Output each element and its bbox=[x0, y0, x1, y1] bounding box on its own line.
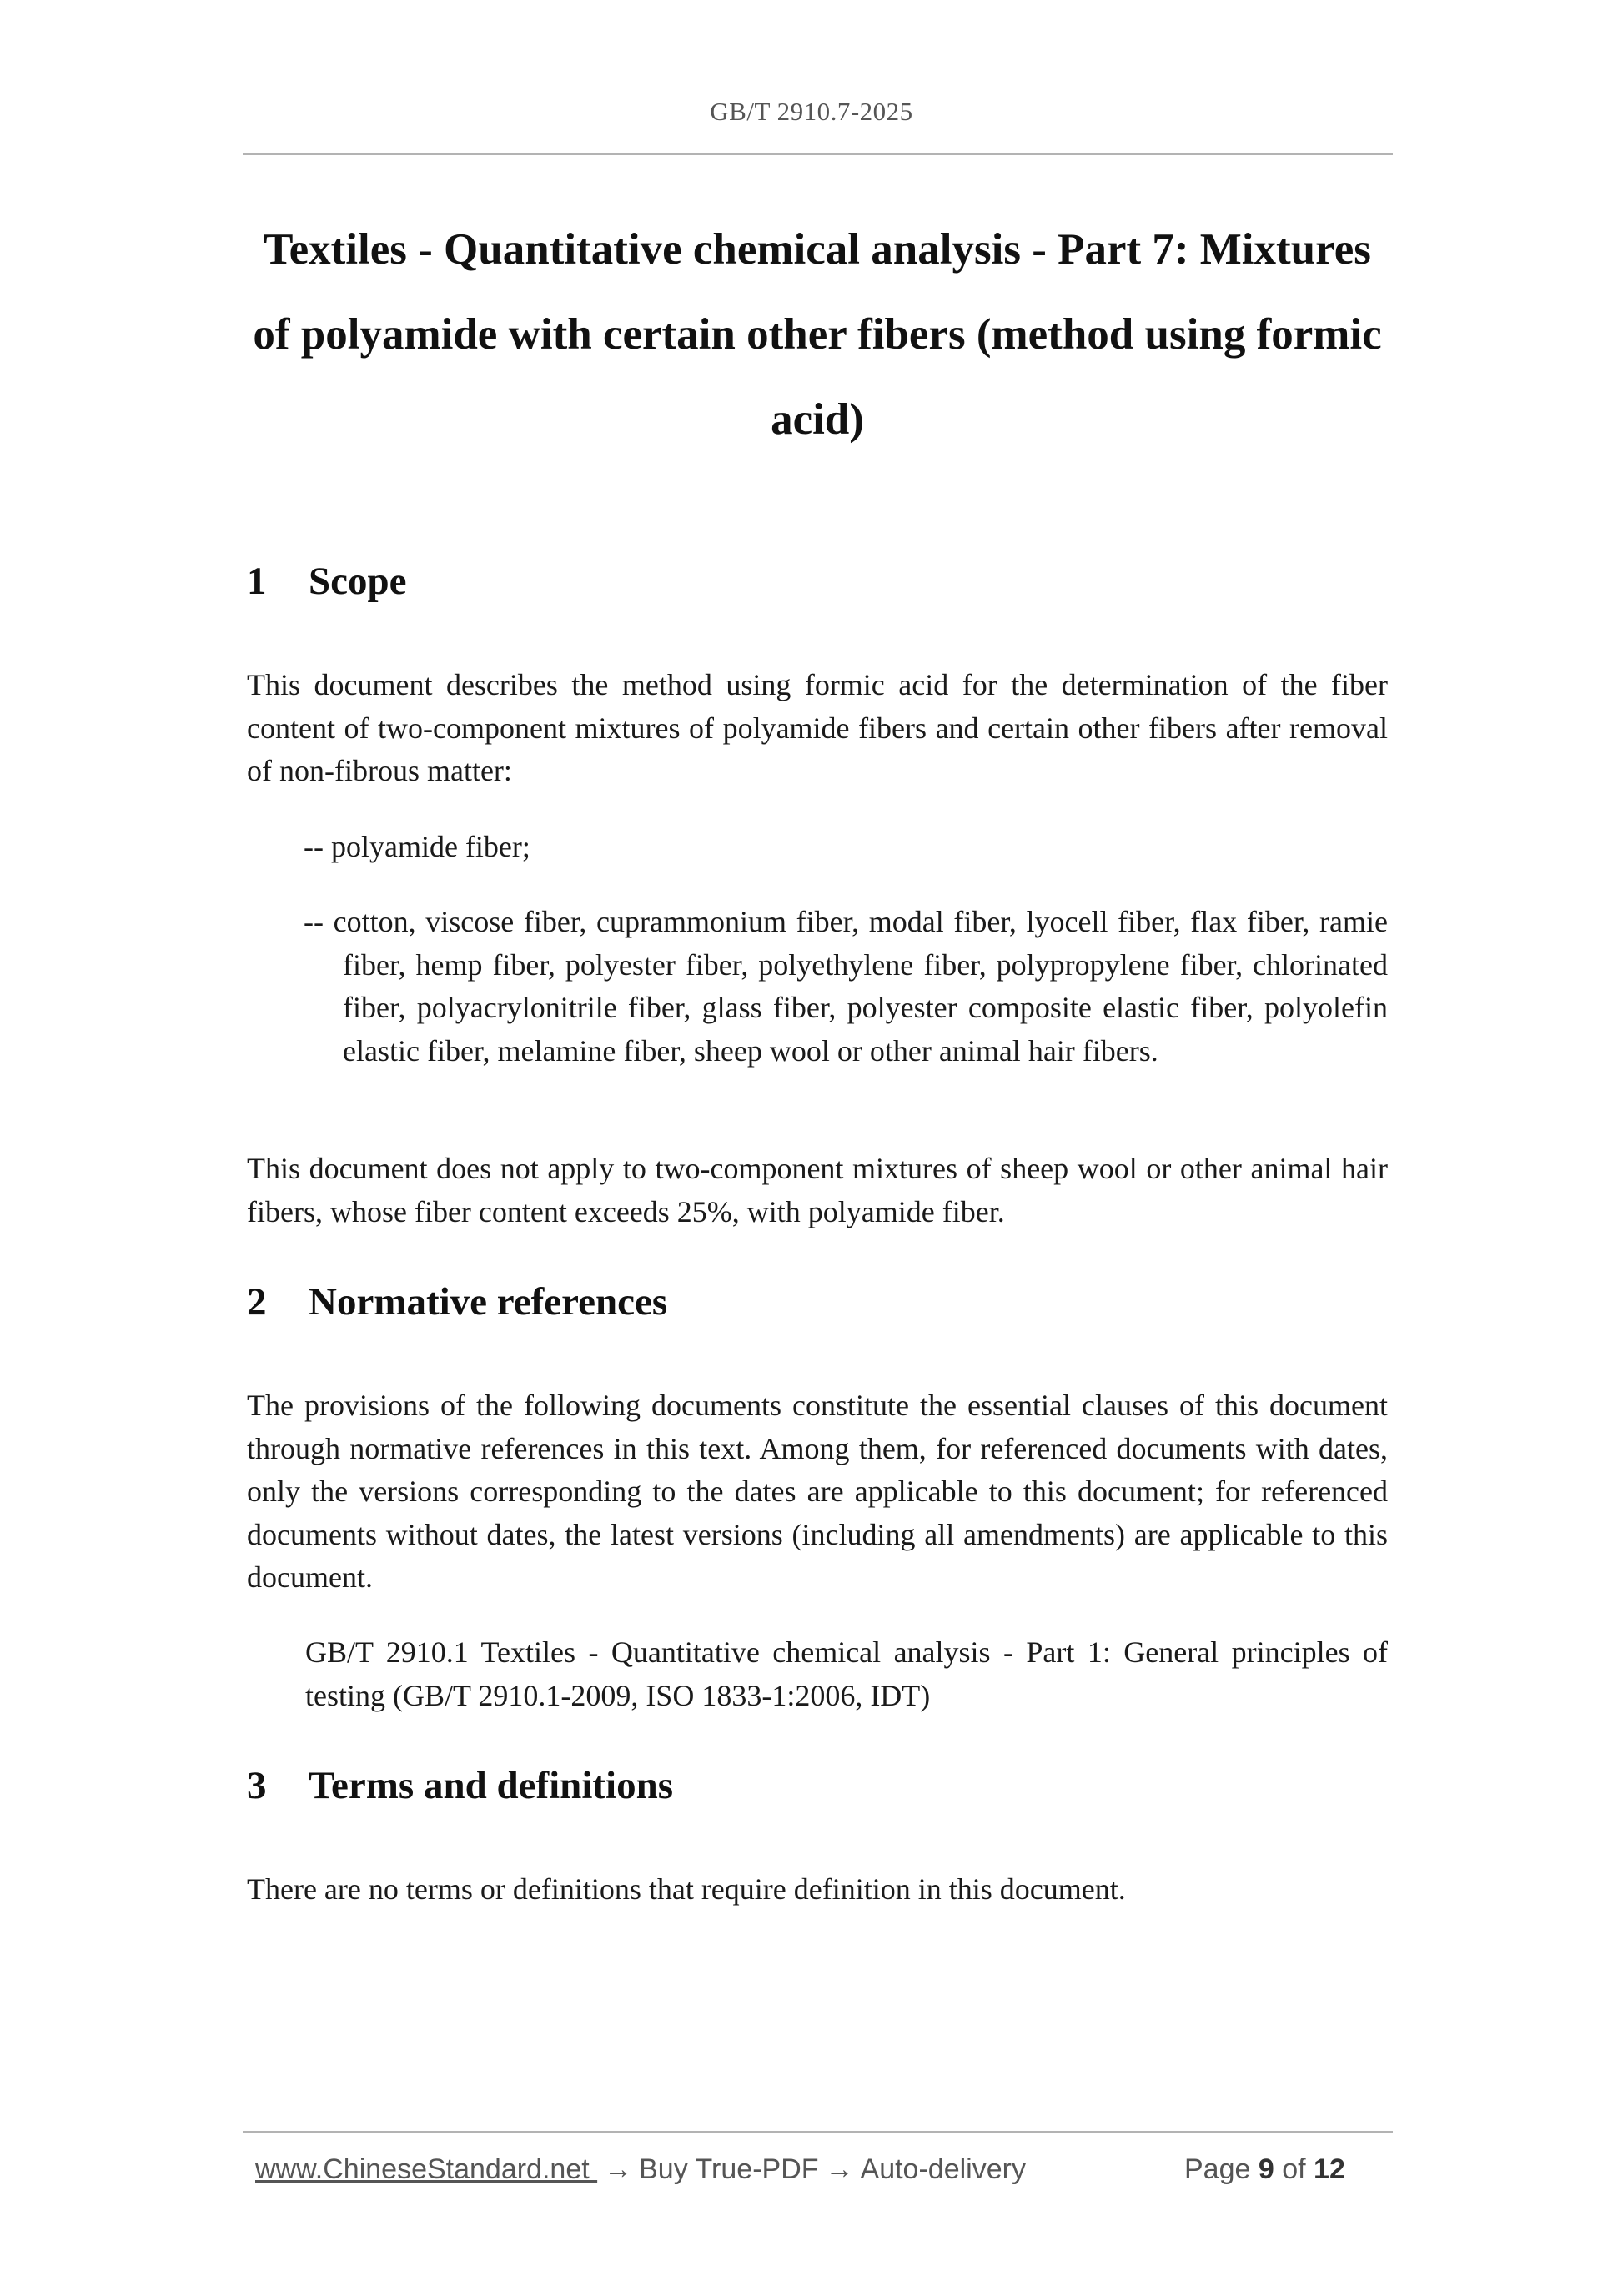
header-divider bbox=[243, 153, 1393, 155]
terms-paragraph: There are no terms or definitions that require definition in this document. bbox=[247, 1872, 1126, 1906]
page-current: 9 bbox=[1258, 2153, 1274, 2185]
section-1-title: Scope bbox=[309, 560, 407, 603]
document-code-header: GB/T 2910.7-2025 bbox=[710, 97, 913, 126]
section-3-heading bbox=[247, 1763, 673, 1808]
normative-references-paragraph: The provisions of the following documents constitute the essential clauses of this document through normative references in this text. Among them, for referenced documents with dates, only the versions corresponding to the dates are applicable to this document; for referenced documents without dates, the latest versions (including all amendments) are applicable to this document. bbox=[247, 1389, 1388, 1594]
page-label: Page bbox=[1184, 2153, 1251, 2185]
site-link[interactable]: www.ChineseStandard.net bbox=[255, 2153, 598, 2185]
scope-intro-paragraph: This document describes the method using formic acid for the determination of the fiber content of two-component mixtures of polyamide fibers and certain other fibers after removal of non-fibrous matter: bbox=[247, 668, 1388, 787]
footer-promo bbox=[255, 2153, 1026, 2186]
buy-true-pdf-text: Buy True-PDF bbox=[639, 2153, 819, 2185]
scope-list-item-1: -- polyamide fiber; bbox=[304, 830, 530, 863]
section-2-title: Normative references bbox=[309, 1280, 668, 1324]
section-1-number: 1 bbox=[247, 560, 267, 603]
page-of-label: of bbox=[1282, 2153, 1306, 2185]
scope-note-paragraph: This document does not apply to two-component mixtures of sheep wool or other animal hair fibers, whose fiber content exceeds 25%, with polyamide fiber. bbox=[247, 1152, 1388, 1228]
footer-divider bbox=[243, 2131, 1393, 2133]
page-total: 12 bbox=[1314, 2153, 1345, 2185]
normative-reference-entry: GB/T 2910.1 Textiles - Quantitative chemical analysis - Part 1: General principles of testing (GB/T 2910.1-2009, ISO 1833-1:2006, IDT) bbox=[305, 1635, 1388, 1712]
section-1-heading bbox=[247, 559, 407, 604]
section-3-title: Terms and definitions bbox=[309, 1764, 674, 1807]
scope-list-item-2: -- cotton, viscose fiber, cuprammonium fiber, modal fiber, lyocell fiber, flax fiber, ramie fiber, hemp fiber, polyester fiber, polyethylene fiber, polypropylene fiber, chlorinated fiber, polyacrylonitrile fiber, glass fiber, polyester composite elastic fiber, polyolefin elastic fiber, melamine fiber, sheep wool or other animal hair fibers. bbox=[304, 905, 1388, 1068]
section-3-number: 3 bbox=[247, 1764, 267, 1807]
section-2-number: 2 bbox=[247, 1280, 267, 1324]
auto-delivery-text: Auto-delivery bbox=[860, 2153, 1026, 2185]
document-title: Textiles - Quantitative chemical analysis - Part 7: Mixtures of polyamide with certain other fibers (method using formic acid) bbox=[253, 225, 1382, 444]
page-number bbox=[1184, 2153, 1345, 2186]
section-2-heading bbox=[247, 1279, 667, 1324]
arrow-right-icon: → bbox=[604, 2153, 633, 2185]
arrow-right-icon: → bbox=[825, 2153, 854, 2185]
